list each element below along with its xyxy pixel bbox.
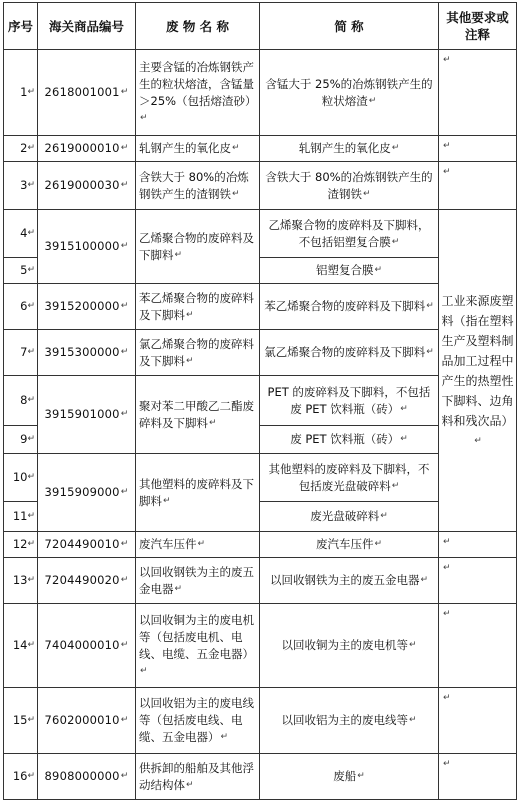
paragraph-mark-icon: ↵ xyxy=(186,779,194,790)
cell-seq: 7↵ xyxy=(4,330,38,376)
paragraph-mark-icon: ↵ xyxy=(27,472,35,482)
table-row xyxy=(4,558,517,604)
table-row xyxy=(4,50,517,136)
cell-seq: 4↵ xyxy=(4,210,38,258)
table-row xyxy=(4,532,517,558)
cell-abbr: 以回收铝为主的废电线等↵ xyxy=(260,688,439,754)
paragraph-mark-icon: ↵ xyxy=(400,434,408,444)
cell-code: 2618001001↵ xyxy=(38,50,136,136)
table-row xyxy=(4,754,517,800)
paragraph-mark-icon: ↵ xyxy=(186,309,194,320)
cell-req xyxy=(439,604,517,688)
cell-seq: 1↵ xyxy=(4,50,38,136)
paragraph-mark-icon: ↵ xyxy=(380,511,388,521)
header-name: 废 物 名 称 xyxy=(136,3,260,50)
cell-name: 供拆卸的船舶及其他浮动结构体↵ xyxy=(136,754,260,800)
paragraph-mark-icon: ↵ xyxy=(120,87,129,97)
paragraph-mark-icon: ↵ xyxy=(186,355,194,366)
table-row xyxy=(4,162,517,210)
cell-abbr: 铝塑复合膜↵ xyxy=(260,258,439,284)
cell-code: 3915100000↵ xyxy=(38,210,136,284)
cell-abbr: 其他塑料的废碎料及下脚料，不包括废光盘破碎料↵ xyxy=(260,454,439,502)
cell-code: 7204490020↵ xyxy=(38,558,136,604)
table-row xyxy=(4,210,517,258)
waste-catalog-table xyxy=(3,2,517,800)
paragraph-mark-icon: ↵ xyxy=(408,640,417,650)
paragraph-mark-icon: ↵ xyxy=(374,265,383,275)
cell-abbr: PET 的废碎料及下脚料，不包括废 PET 饮料瓶（砖）↵ xyxy=(260,376,439,426)
header-seq: 序号 xyxy=(4,3,38,50)
paragraph-mark-icon: ↵ xyxy=(408,715,417,725)
cell-req xyxy=(439,532,517,558)
cell-req xyxy=(439,754,517,800)
paragraph-mark-icon: ↵ xyxy=(27,715,35,725)
paragraph-mark-icon: ↵ xyxy=(443,759,451,769)
paragraph-mark-icon: ↵ xyxy=(120,241,129,251)
paragraph-mark-icon: ↵ xyxy=(443,693,451,703)
paragraph-mark-icon: ↵ xyxy=(120,640,129,650)
paragraph-mark-icon: ↵ xyxy=(420,575,429,585)
paragraph-mark-icon: ↵ xyxy=(27,771,35,781)
cell-req xyxy=(439,50,517,136)
cell-seq: 2↵ xyxy=(4,136,38,162)
paragraph-mark-icon: ↵ xyxy=(120,487,129,497)
paragraph-mark-icon: ↵ xyxy=(27,265,35,275)
cell-abbr: 氯乙烯聚合物的废碎料及下脚料↵ xyxy=(260,330,439,376)
cell-seq: 8↵ xyxy=(4,376,38,426)
paragraph-mark-icon: ↵ xyxy=(120,715,129,725)
paragraph-mark-icon: ↵ xyxy=(443,609,451,619)
cell-abbr: 废 PET 饮料瓶（砖）↵ xyxy=(260,426,439,454)
paragraph-mark-icon: ↵ xyxy=(27,180,35,190)
paragraph-mark-icon: ↵ xyxy=(197,539,206,549)
cell-abbr: 轧钢产生的氧化皮↵ xyxy=(260,136,439,162)
paragraph-mark-icon: ↵ xyxy=(426,347,434,357)
cell-abbr: 苯乙烯聚合物的废碎料及下脚料↵ xyxy=(260,284,439,330)
paragraph-mark-icon: ↵ xyxy=(27,434,35,444)
cell-seq: 11↵ xyxy=(4,502,38,532)
paragraph-mark-icon: ↵ xyxy=(27,87,35,97)
paragraph-mark-icon: ↵ xyxy=(443,55,451,65)
paragraph-mark-icon: ↵ xyxy=(27,301,35,311)
cell-seq: 14↵ xyxy=(4,604,38,688)
paragraph-mark-icon: ↵ xyxy=(391,480,400,491)
paragraph-mark-icon: ↵ xyxy=(209,417,217,428)
paragraph-mark-icon: ↵ xyxy=(174,249,183,260)
cell-code: 8908000000↵ xyxy=(38,754,136,800)
paragraph-mark-icon: ↵ xyxy=(27,511,35,521)
cell-name: 含铁大于 80%的冶炼钢铁产生的渣钢铁↵ xyxy=(136,162,260,210)
cell-name: 轧钢产生的氧化皮↵ xyxy=(136,136,260,162)
paragraph-mark-icon: ↵ xyxy=(232,143,240,153)
paragraph-mark-icon: ↵ xyxy=(368,95,377,106)
cell-abbr: 含铁大于 80%的冶炼钢铁产生的渣钢铁↵ xyxy=(260,162,439,210)
cell-name: 以回收铜为主的废电机等（包括废电机、电线、电缆、五金电器）↵ xyxy=(136,604,260,688)
paragraph-mark-icon: ↵ xyxy=(220,732,229,742)
paragraph-mark-icon: ↵ xyxy=(27,395,35,405)
paragraph-mark-icon: ↵ xyxy=(391,236,400,247)
header-code: 海关商品编号 xyxy=(38,3,136,50)
paragraph-mark-icon: ↵ xyxy=(232,188,240,199)
paragraph-mark-icon: ↵ xyxy=(120,539,129,549)
paragraph-mark-icon: ↵ xyxy=(120,301,129,311)
paragraph-mark-icon: ↵ xyxy=(27,539,35,549)
cell-abbr: 乙烯聚合物的废碎料及下脚料，不包括铝塑复合膜↵ xyxy=(260,210,439,258)
cell-name: 主要含锰的冶炼钢铁产生的粒状熔渣，含锰量＞25%（包括熔渣砂）↵ xyxy=(136,50,260,136)
paragraph-mark-icon: ↵ xyxy=(400,403,408,414)
cell-abbr: 废汽车压件↵ xyxy=(260,532,439,558)
paragraph-mark-icon: ↵ xyxy=(426,301,434,311)
table-row xyxy=(4,136,517,162)
cell-abbr: 含锰大于 25%的冶炼钢铁产生的粒状熔渣↵ xyxy=(260,50,439,136)
cell-seq: 15↵ xyxy=(4,688,38,754)
header-req: 其他要求或注释 xyxy=(439,3,517,50)
cell-seq: 6↵ xyxy=(4,284,38,330)
cell-code: 3915909000↵ xyxy=(38,454,136,532)
paragraph-mark-icon: ↵ xyxy=(27,228,35,238)
cell-abbr: 以回收铜为主的废电机等↵ xyxy=(260,604,439,688)
cell-seq: 16↵ xyxy=(4,754,38,800)
cell-req-note: 工业来源废塑料（指在塑料生产及塑料制品加工过程中产生的热塑性下脚料、边角料和残次品）↵ xyxy=(439,210,517,532)
paragraph-mark-icon: ↵ xyxy=(374,539,383,549)
table-row xyxy=(4,688,517,754)
cell-req xyxy=(439,688,517,754)
paragraph-mark-icon: ↵ xyxy=(443,167,451,177)
cell-req xyxy=(439,136,517,162)
cell-abbr: 废船↵ xyxy=(260,754,439,800)
cell-seq: 13↵ xyxy=(4,558,38,604)
paragraph-mark-icon: ↵ xyxy=(120,771,129,781)
cell-code: 3915901000↵ xyxy=(38,376,136,454)
cell-seq: 3↵ xyxy=(4,162,38,210)
paragraph-mark-icon: ↵ xyxy=(140,665,148,676)
header-abbr: 简 称 xyxy=(260,3,439,50)
cell-code: 2619000010↵ xyxy=(38,136,136,162)
cell-name: 以回收钢铁为主的废五金电器↵ xyxy=(136,558,260,604)
cell-seq: 5↵ xyxy=(4,258,38,284)
cell-code: 7602000010↵ xyxy=(38,688,136,754)
cell-code: 2619000030↵ xyxy=(38,162,136,210)
paragraph-mark-icon: ↵ xyxy=(27,143,35,153)
paragraph-mark-icon: ↵ xyxy=(120,143,129,153)
cell-name: 聚对苯二甲酸乙二酯废碎料及下脚料↵ xyxy=(136,376,260,454)
cell-req xyxy=(439,162,517,210)
paragraph-mark-icon: ↵ xyxy=(120,180,129,190)
header-row xyxy=(4,3,517,50)
cell-seq: 10↵ xyxy=(4,454,38,502)
cell-name: 其他塑料的废碎料及下脚料↵ xyxy=(136,454,260,532)
paragraph-mark-icon: ↵ xyxy=(27,575,35,585)
paragraph-mark-icon: ↵ xyxy=(163,495,171,506)
cell-code: 3915300000↵ xyxy=(38,330,136,376)
paragraph-mark-icon: ↵ xyxy=(362,188,371,199)
paragraph-mark-icon: ↵ xyxy=(140,112,148,123)
cell-seq: 9↵ xyxy=(4,426,38,454)
table-row xyxy=(4,604,517,688)
paragraph-mark-icon: ↵ xyxy=(120,347,129,357)
cell-abbr: 以回收钢铁为主的废五金电器↵ xyxy=(260,558,439,604)
cell-name: 废汽车压件↵ xyxy=(136,532,260,558)
cell-code: 7204490010↵ xyxy=(38,532,136,558)
paragraph-mark-icon: ↵ xyxy=(443,141,451,151)
paragraph-mark-icon: ↵ xyxy=(391,143,400,153)
paragraph-mark-icon: ↵ xyxy=(443,563,451,573)
paragraph-mark-icon: ↵ xyxy=(120,409,129,419)
paragraph-mark-icon: ↵ xyxy=(27,347,35,357)
cell-code: 7404000010↵ xyxy=(38,604,136,688)
cell-seq: 12↵ xyxy=(4,532,38,558)
paragraph-mark-icon: ↵ xyxy=(474,435,482,446)
cell-req xyxy=(439,558,517,604)
cell-name: 以回收铝为主的废电线等（包括废电线、电缆、五金电器）↵ xyxy=(136,688,260,754)
paragraph-mark-icon: ↵ xyxy=(443,537,451,547)
paragraph-mark-icon: ↵ xyxy=(357,771,365,781)
cell-name: 氯乙烯聚合物的废碎料及下脚料↵ xyxy=(136,330,260,376)
paragraph-mark-icon: ↵ xyxy=(120,575,129,585)
paragraph-mark-icon: ↵ xyxy=(27,640,35,650)
cell-name: 乙烯聚合物的废碎料及下脚料↵ xyxy=(136,210,260,284)
cell-abbr: 废光盘破碎料↵ xyxy=(260,502,439,532)
cell-name: 苯乙烯聚合物的废碎料及下脚料↵ xyxy=(136,284,260,330)
paragraph-mark-icon: ↵ xyxy=(174,583,183,594)
cell-code: 3915200000↵ xyxy=(38,284,136,330)
